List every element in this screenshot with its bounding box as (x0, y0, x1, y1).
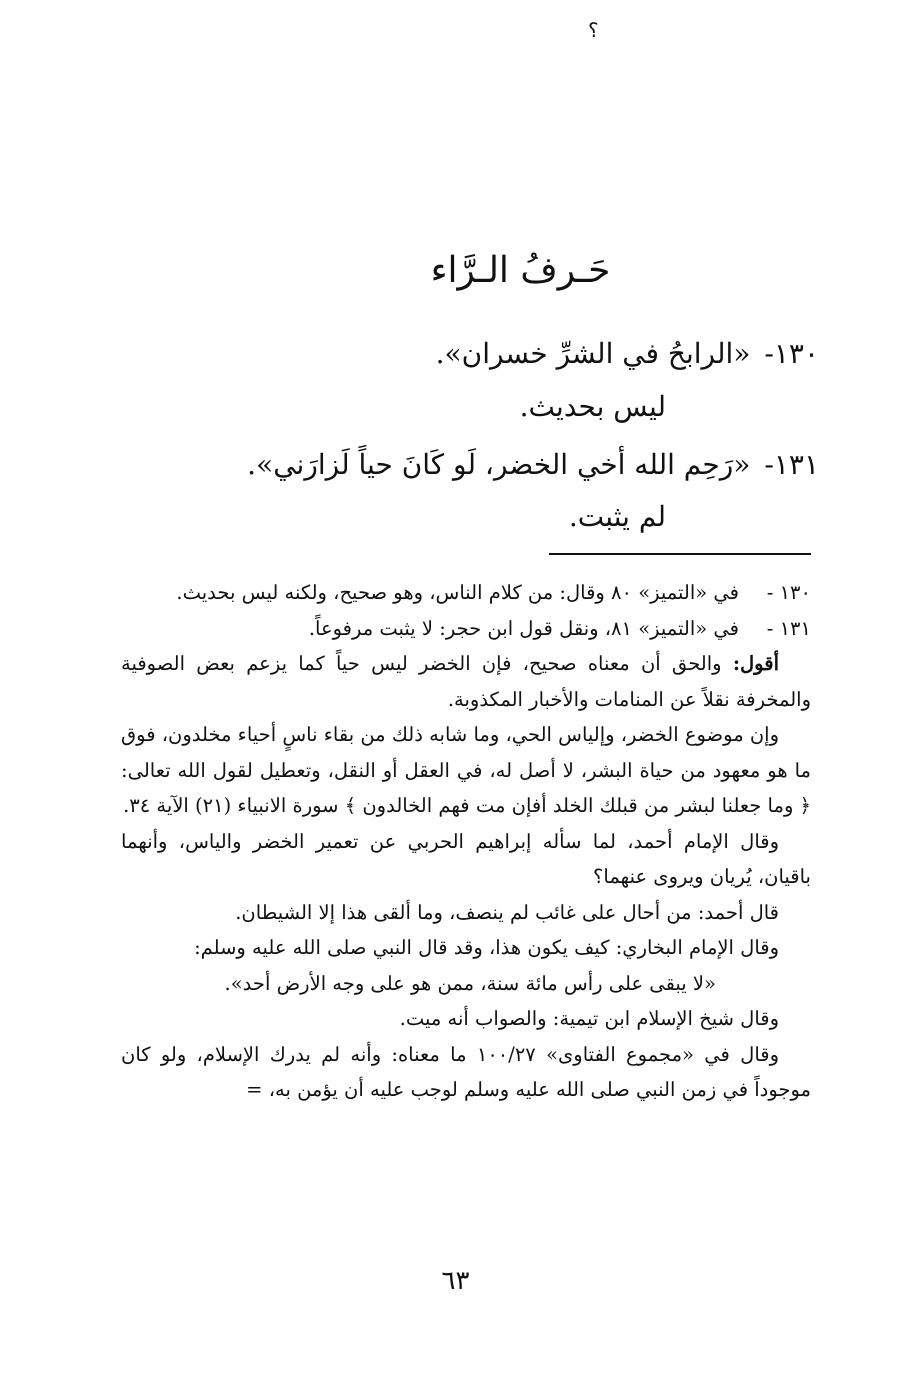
footnote-text: في «التميز» ٨١، ونقل قول ابن حجر: لا يثبت مرفوعاً. (308, 616, 739, 640)
commentary-lead: أقول: (732, 652, 779, 675)
footnote-131 (121, 611, 811, 647)
top-mark: ؟ (588, 18, 599, 42)
page-number: ٦٣ (441, 1266, 470, 1296)
commentary-paragraph: وإن موضوع الخضر، وإلياس الحي، وما شابه ذلك من بقاء ناسٍ أحياء مخلدون، فوق ما هو معهود من حياة البشر، لا أصل له، في العقل أو النقل، وتعطيل لقول الله تعالى: ﴿ وما جعلنا لبشر من قبلك الخلد أفإن مت فهم الخالدون ﴾ سورة الانبياء (٢١) الآية ٣٤. (121, 723, 811, 817)
hadith-quote: «لا يبقى على رأس مائة سنة، ممن هو على وجه الأرض أحد». (224, 971, 716, 995)
commentary-paragraph: وقال شيخ الإسلام ابن تيمية: والصواب أنه ميت. (399, 1007, 779, 1030)
entry-text: «الرابحُ في الشرِّ خسران». (435, 337, 751, 370)
footnote-separator (549, 553, 811, 555)
footnote-number: ١٣١ - (766, 616, 811, 640)
footnote-130 (121, 575, 811, 611)
commentary-paragraph: وقال في «مجموع الفتاوى» ١٠٠/٢٧ ما معناه: وأنه لم يدرك الإسلام، ولو كان موجوداً في زمن النبي صلى الله عليه وسلم لوجب عليه أن يؤمن به، = (121, 1042, 811, 1101)
commentary-paragraph: قال أحمد: من أحال على غائب لم ينصف، وما ألقى هذا إلا الشيطان. (235, 900, 779, 924)
commentary-text: والحق أن معناه صحيح، فإن الخضر ليس حياً كما يزعم بعض الصوفية والمخرفة نقلاً عن المنامات والأخبار المكذوبة. (121, 652, 811, 711)
footnotes-section (121, 575, 811, 1108)
footnote-number: ١٣٠ - (766, 581, 811, 604)
entry-130-verdict: ليس بحديث. (519, 390, 666, 423)
commentary-paragraph (121, 646, 811, 717)
footnote-text: في «التميز» ٨٠ وقال: من كلام الناس، وهو صحيح، ولكنه ليس بحديث. (176, 581, 739, 604)
chapter-title: حَـرفُ الـرَّاء (430, 250, 611, 291)
commentary-paragraph: وقال الإمام أحمد، لما سأله إبراهيم الحربي عن تعمير الخضر والياس، وأنهما باقيان، يُريان ويروى عنهما؟ (121, 829, 811, 888)
entry-131-verdict: لم يثبت. (568, 500, 666, 533)
entry-131 (247, 448, 819, 481)
entry-number: ١٣١- (764, 448, 819, 481)
entry-number: ١٣٠- (764, 337, 819, 370)
commentary-paragraph: وقال الإمام البخاري: كيف يكون هذا، وقد قال النبي صلى الله عليه وسلم: (194, 936, 779, 959)
entry-130 (436, 337, 819, 370)
entry-text: «رَحِم الله أخي الخضر، لَو كَانَ حياً لَزارَني». (247, 448, 751, 481)
